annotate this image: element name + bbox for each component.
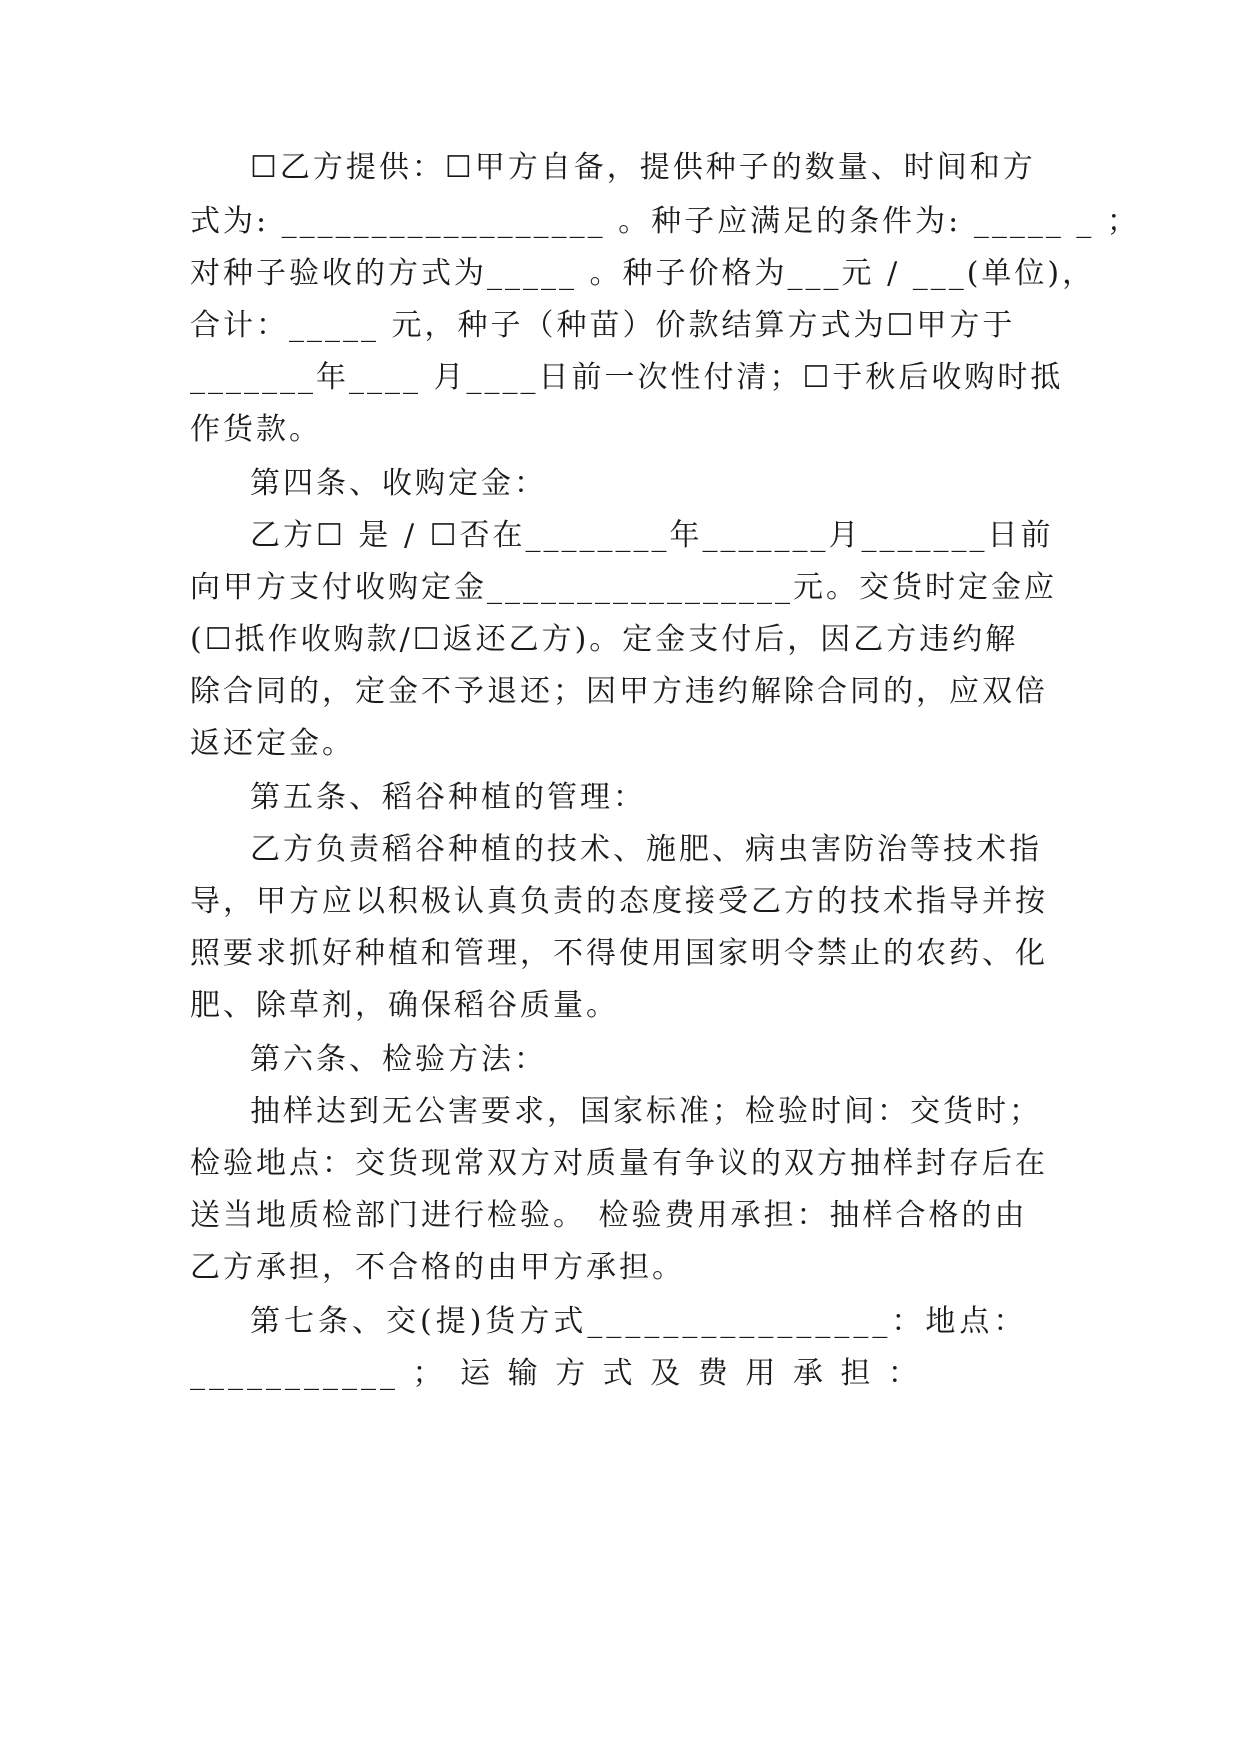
text-line: 照要求抓好种植和管理，不得使用国家明令禁止的农药、化 [190,936,1048,971]
text-line: 返还定金。 [190,726,355,761]
text-line: 检验地点：交货现常双方对质量有争议的双方抽样封存后在 [190,1146,1048,1181]
text-line: 除合同的，定金不予退还；因甲方违约解除合同的，应双倍 [190,674,1048,709]
section-heading: 第七条、交(提)货方式________________：地点： [250,1304,1028,1339]
text-line: 式为: __________________ 。种子应满足的条件为: _____ _ ； [190,204,1140,239]
text-line: 对种子验收的方式为_____ 。种子价格为___元 / ___(单位)， [190,256,1096,291]
section-heading: 第五条、稻谷种植的管理： [250,780,646,815]
text-line: ☐乙方提供：☐甲方自备，提供种子的数量、时间和方 [250,150,1036,185]
text-line: 送当地质检部门进行检验。 检验费用承担：抽样合格的由 [190,1198,1028,1233]
text-line: 乙方承担，不合格的由甲方承担。 [190,1250,685,1285]
text-line: 导，甲方应以积极认真负责的态度接受乙方的技术指导并按 [190,884,1048,919]
section-heading: 第六条、检验方法： [250,1042,547,1077]
text-line: 乙方负责稻谷种植的技术、施肥、病虫害防治等技术指 [250,832,1042,867]
text-line: 合计：_____ 元，种子（种苗）价款结算方式为☐甲方于 [190,308,1016,343]
text-line: 作货款。 [190,412,322,447]
text-line: (☐抵作收购款/☐返还乙方)。定金支付后，因乙方违约解 [190,622,1019,657]
text-line: 向甲方支付收购定金_________________元。交货时定金应 [190,570,1057,605]
text-line: 乙方☐ 是 / ☐否在________年_______月_______日前 [250,518,1054,553]
text-line: _______年____ 月____日前一次性付清；☐于秋后收购时抵 [190,360,1064,395]
section-heading: 第四条、收购定金： [250,466,547,501]
text-line: 抽样达到无公害要求，国家标准；检验时间：交货时； [250,1094,1042,1129]
text-line: ___________ ； 运 输 方 式 及 费 用 承 担 ： [190,1356,922,1391]
text-line: 肥、除草剂，确保稻谷质量。 [190,988,619,1023]
